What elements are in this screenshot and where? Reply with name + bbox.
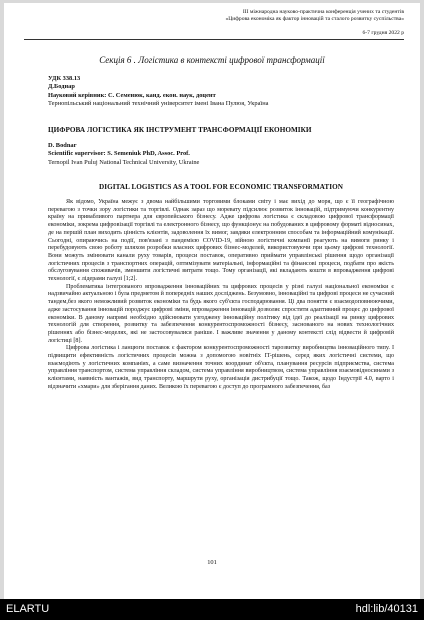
author-ua: Д.Боднар bbox=[48, 83, 75, 91]
section-title: Секція 6 . Логістика в контексті цифрової трансформації bbox=[99, 55, 325, 65]
document-page bbox=[4, 3, 420, 599]
header-rule bbox=[24, 39, 404, 40]
university-ua: Тернопільський національний технічний університет імені Івана Пулюя, Україна bbox=[48, 100, 269, 108]
author-en: D. Bodnar bbox=[48, 142, 77, 149]
header-line-2: «Цифрова економіка як фактор інновацій та сталого розвитку суспільства» bbox=[225, 15, 404, 22]
handle-id: hdl:lib/40131 bbox=[355, 603, 418, 615]
conference-header bbox=[104, 9, 404, 22]
paragraph-3: Цифрова логістика і ланцюги поставок є фактором конкурентоспроможності тарозвитку виробництва інноваційного типу. І підвищити ефективність логістичних процесів можна з допомогою новітніх IT-рішень, серед яких логістичні системи, що взаємодіють у логістичних компаніях, а саме визначення точних координат об'єкта, планування ресурсів підприємства, система управління транспортом, система управління складом, система управління виробництвом, система управління взаємовідносинами з клієнтами, наявність вантажів, вид транспорту, маршрути руху, організація дистрибуції тощо. Також, щодо Індустрії 4.0, варто і відзначити «хмари» для зберігання даних. Великою їх перевагою є доступ до програмного забезпечення, баз bbox=[48, 345, 394, 390]
ua-meta bbox=[48, 75, 390, 109]
header-line-1: III міжнародна науково-практична конференція учених та студентів bbox=[242, 9, 404, 15]
paragraph-1: Як відомо, Україна межує з двома найбільшими торговими блоками світу і має вихід до моря, що є її географічною перевагою з точки зору логістики та торгівлі. Однак зараз що моревату підсилює розвиток інновацій, підтримуючи конкурентну країну на привабливого партнера для європейського бізнесу. Адже цифрова логістика є складовою цифрової трансформації економіки, зокрема цифровізації торгівлі та електронного бізнесу, що функціонує на побудованих в цифровому форматі відносинах, де на першій план виходить цінність клієнтів, задоволення їх вимог, завдяки електронним способам та інформаційний комунікації. Сьогодні, опираючись на події, пов'язані з пандемією COVID-19, війною логістичні компанії реагують на вимоги ринку і перебудовують свою роботу шляхом розробки власних цифрових бізнес-моделей, використовуючи при цьому цифрові технології. Вони можуть змінювати канали руху товарів, процеси поставок, оперативно приймати управлінські рішення щодо організації логістичних процесів з транспортних операцій, оптимізувати матеріальні, інформаційні та фінансові процеси, подбати про якість обслуговування споживачів, зменшити логістичні витрати тощо. Тому організації, які вкладають кошти в впровадження цифрові технології, є лідерами галузі [1;2]. bbox=[48, 199, 394, 283]
en-meta bbox=[48, 142, 390, 167]
conference-date: 6-7 грудня 2022 р bbox=[362, 30, 404, 36]
udc-code: УДК 338.13 bbox=[48, 75, 81, 82]
repository-name: ELARTU bbox=[6, 603, 50, 615]
paragraph-2: Проблематика інтегрованого впровадження інноваційних та цифрових процесів у різні галузі національної економіки є надзвичайно актуальною і була предметом й попередніх наших досліджень. Безумовно, інноваційні та цифрові процеси не сучасний тандем,без якого неможливий розвиток економіки та будь якого суб'єкта господарювання. Ці два поняття є взаємодоповнюючими, адже застосування інновацій породжує цифрові зміни, впровадження інновацій дозволяє спростити адаптивний процес до цифрової економіки. В даному напрямі необхідно здійснювати узгоджену інноваційну політику від ідеї до реалізації на ринку цифрових технологій для створення, розвитку та забезпечення конкурентоспроможності бізнесу, заснованого на нових технологічних рішеннях або бізнес-моделях, які не застосовувалися раніше. І важливе значення у даному контексті слід відвести й цифровій логістиці [8]. bbox=[48, 283, 394, 344]
page-number: 101 bbox=[207, 559, 217, 566]
article-title-ua: ЦИФРОВА ЛОГІСТИКА ЯК ІНСТРУМЕНТ ТРАНСФОРМАЦІЇ ЕКОНОМІКИ bbox=[48, 126, 312, 134]
university-en: Ternopil Ivan Puluj National Technical University, Ukraine bbox=[48, 158, 200, 166]
article-body bbox=[48, 199, 394, 392]
article-title-en: DIGITAL LOGISTICS AS A TOOL FOR ECONOMIC TRANSFORMATION bbox=[99, 183, 343, 191]
repository-footer-bar bbox=[0, 599, 424, 620]
supervisor-ua: Науковий керівник: С. Семенюк, канд. екон. наук, доцент bbox=[48, 91, 216, 99]
supervisor-en: Scientific supervisor: S. Semeniuk PhD, Assoc. Prof. bbox=[48, 150, 190, 158]
